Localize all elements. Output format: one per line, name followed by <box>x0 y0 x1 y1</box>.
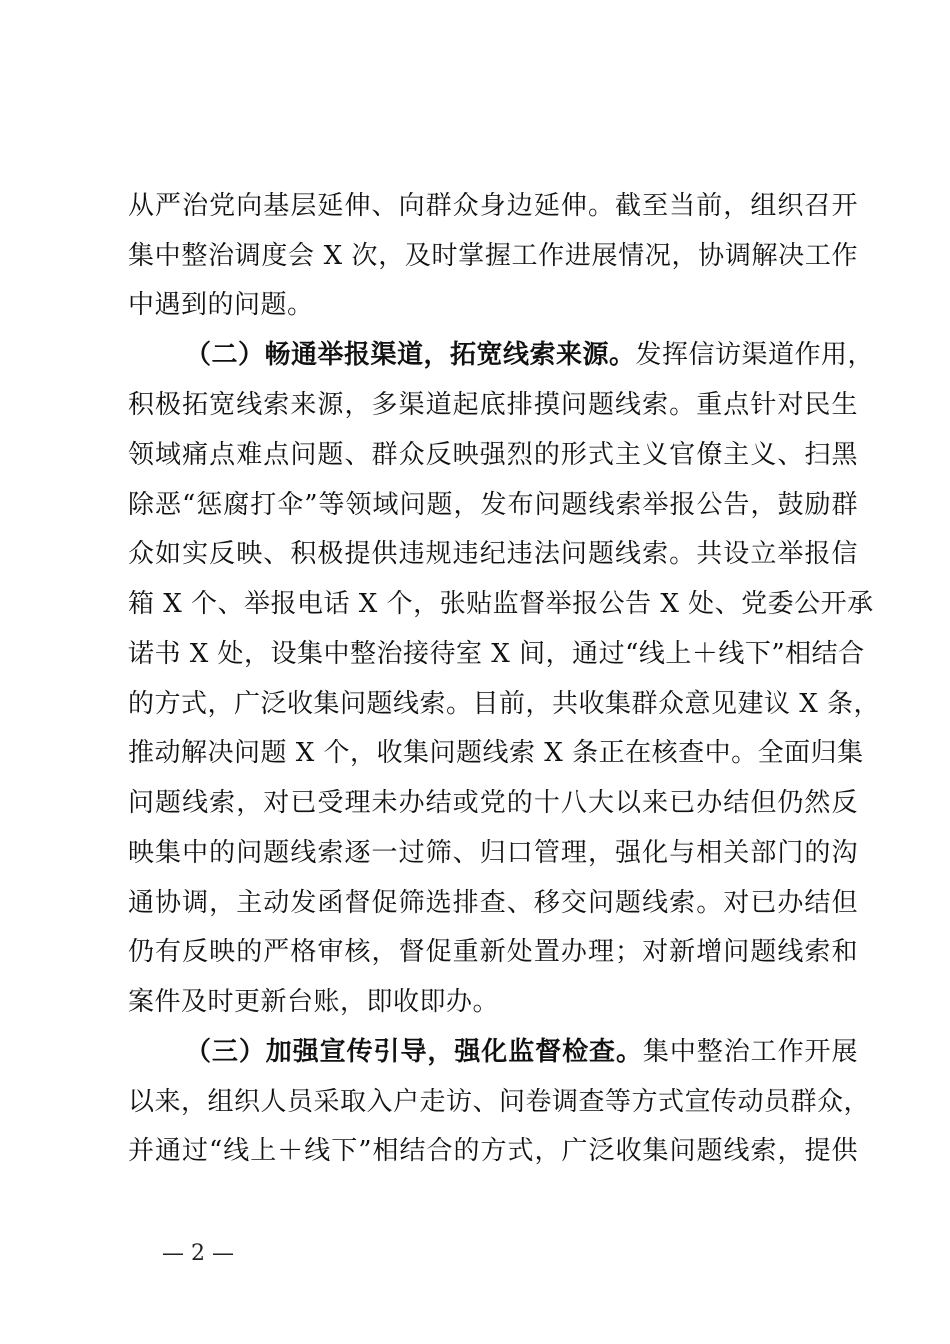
text-line: 通协调，主动发函督促筛选排查、移交问题线索。对已办结但 <box>128 888 858 918</box>
text-line: 案件及时更新台账，即收即办。 <box>128 987 500 1017</box>
section-2-heading: （二）畅通举报渠道，拓宽线索来源。 <box>185 340 636 370</box>
text-line: 积极拓宽线索来源，多渠道起底排摸问题线索。重点针对民生 <box>128 390 858 420</box>
page-number: — 2 — <box>162 1241 234 1266</box>
text-line: 问题线索，对已受理未办结或党的十八大以来已办结但仍然反 <box>128 788 858 818</box>
section-2-first-line <box>185 330 875 380</box>
text-line: 领域痛点难点问题、群众反映强烈的形式主义官僚主义、扫黑 <box>128 440 858 470</box>
section-3-first-line <box>185 1027 858 1077</box>
text-line: 诺书 X 处，设集中整治接待室 X 间，通过“线上＋线下”相结合 <box>128 639 865 669</box>
text-line: 映集中的问题线索逐一过筛、归口管理，强化与相关部门的沟 <box>128 838 858 868</box>
section-2-text: 发挥信访渠道作用， <box>635 340 875 370</box>
text-line: 以来，组织人员采取入户走访、问卷调查等方式宣传动员群众， <box>128 1087 871 1117</box>
section-3-heading: （三）加强宣传引导，强化监督检查。 <box>185 1037 643 1067</box>
text-line: 除恶“惩腐打伞”等领域问题，发布问题线索举报公告，鼓励群 <box>128 490 858 520</box>
text-line: 集中整治调度会 X 次，及时掌握工作进展情况，协调解决工作 <box>128 241 858 271</box>
section-3-text: 集中整治工作开展 <box>642 1037 858 1067</box>
text-line: 箱 X 个、举报电话 X 个，张贴监督举报公告 X 处、党委公开承 <box>128 589 874 619</box>
text-line: 从严治党向基层延伸、向群众身边延伸。截至当前，组织召开 <box>128 191 858 221</box>
text-line: 众如实反映、积极提供违规违纪违法问题线索。共设立举报信 <box>128 539 858 569</box>
text-line: 仍有反映的严格审核，督促重新处置办理；对新增问题线索和 <box>128 937 858 967</box>
text-line: 推动解决问题 X 个，收集问题线索 X 条正在核查中。全面归集 <box>128 738 864 768</box>
text-line: 并通过“线上＋线下”相结合的方式，广泛收集问题线索，提供 <box>128 1136 858 1166</box>
text-line: 中遇到的问题。 <box>128 290 314 320</box>
text-line: 的方式，广泛收集问题线索。目前，共收集群众意见建议 X 条， <box>128 689 881 719</box>
